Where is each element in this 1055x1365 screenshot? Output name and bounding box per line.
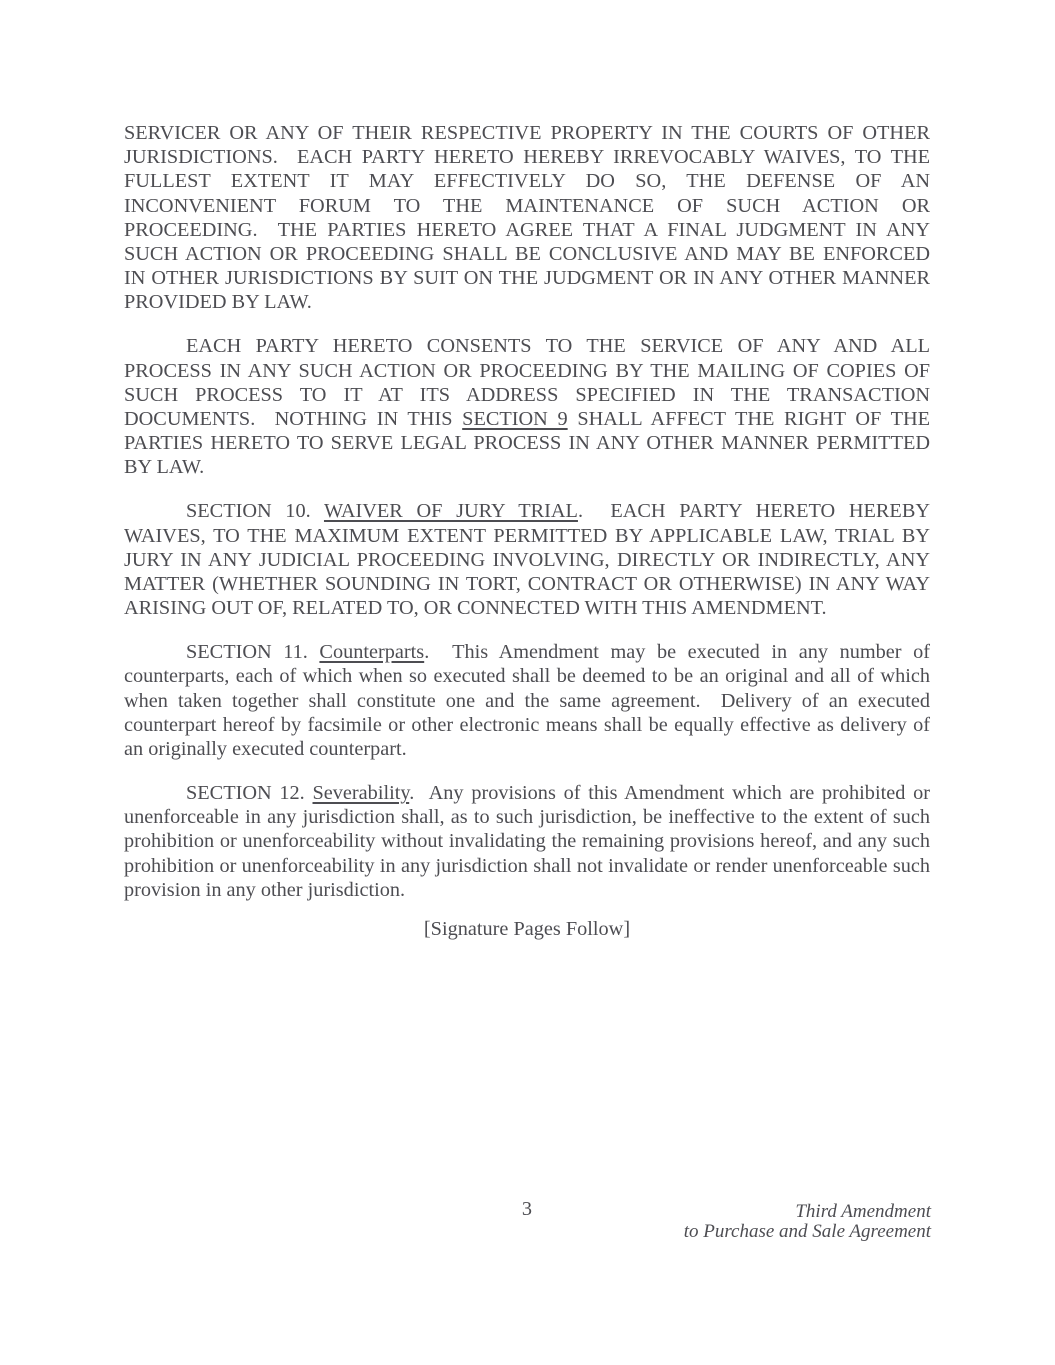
text-line xyxy=(124,383,930,407)
text-segment: . EACH PARTY HERETO HEREBY xyxy=(577,500,930,523)
text-segment: SECTION 10. xyxy=(186,500,324,523)
text-segment: DOCUMENTS. NOTHING IN THIS xyxy=(124,408,463,431)
text-line xyxy=(124,194,930,218)
text-line xyxy=(124,572,930,596)
text-line xyxy=(124,334,930,358)
text-line xyxy=(124,499,930,523)
footer-title-line-2: to Purchase and Sale Agreement xyxy=(683,1220,931,1242)
signature-pages-note: [Signature Pages Follow] xyxy=(423,918,631,941)
text-segment: JURY IN ANY JUDICIAL PROCEEDING INVOLVING, DIRECTLY OR INDIRECTLY, ANY xyxy=(124,548,930,571)
text-line xyxy=(124,359,930,383)
text-line xyxy=(124,854,930,878)
underlined-text: Counterparts xyxy=(319,641,425,664)
text-segment: SERVICER OR ANY OF THEIR RESPECTIVE PROPERTY IN THE COURTS OF OTHER xyxy=(124,122,930,144)
text-line xyxy=(124,145,930,169)
text-line xyxy=(124,218,930,242)
footer-document-title xyxy=(684,1202,931,1241)
text-segment: ARISING OUT OF, RELATED TO, OR CONNECTED WITH THIS AMENDMENT. xyxy=(124,597,827,620)
text-segment: provision in any other jurisdiction. xyxy=(124,878,406,901)
text-segment: PROCEEDING. THE PARTIES HERETO AGREE THAT A FINAL JUDGMENT IN ANY xyxy=(124,218,930,241)
text-segment: SUCH ACTION OR PROCEEDING SHALL BE CONCLUSIVE AND MAY BE ENFORCED xyxy=(124,243,930,266)
text-segment: BY LAW. xyxy=(124,456,205,479)
text-line xyxy=(124,121,930,145)
text-line xyxy=(124,640,930,664)
text-line xyxy=(124,878,930,902)
footer-title-line-1: Third Amendment xyxy=(795,1201,931,1222)
text-segment: SHALL AFFECT THE RIGHT OF THE xyxy=(567,408,930,431)
document-content xyxy=(124,121,930,941)
text-line xyxy=(124,689,930,713)
text-segment: PROVIDED BY LAW. xyxy=(124,291,312,314)
text-line xyxy=(124,266,930,290)
section-11-counterparts xyxy=(124,640,930,761)
section-10-waiver-of-jury-trial xyxy=(124,499,930,620)
page-number: 3 xyxy=(521,1198,533,1220)
section-12-severability xyxy=(124,781,930,902)
text-line xyxy=(124,169,930,193)
text-line xyxy=(124,737,930,761)
text-segment: when taken together shall constitute one and the same agreement. Delivery of an executed xyxy=(124,689,930,712)
text-segment: WAIVES, TO THE MAXIMUM EXTENT PERMITTED BY APPLICABLE LAW, TRIAL BY xyxy=(124,524,930,547)
text-segment: PROCESS IN ANY SUCH ACTION OR PROCEEDING BY THE MAILING OF COPIES OF xyxy=(124,359,930,382)
text-segment: MATTER (WHETHER SOUNDING IN TORT, CONTRACT OR OTHERWISE) IN ANY WAY xyxy=(124,573,930,596)
text-segment: an originally executed counterpart. xyxy=(124,738,407,761)
text-segment: JURISDICTIONS. EACH PARTY HERETO HEREBY IRREVOCABLY WAIVES, TO THE xyxy=(124,146,930,169)
text-segment: PARTIES HERETO TO SERVE LEGAL PROCESS IN ANY OTHER MANNER PERMITTED xyxy=(124,432,930,455)
text-segment: EACH PARTY HERETO CONSENTS TO THE SERVICE OF ANY AND ALL xyxy=(186,335,930,358)
text-line xyxy=(124,781,930,805)
text-line xyxy=(124,431,930,455)
text-line xyxy=(124,805,930,829)
text-segment: IN OTHER JURISDICTIONS BY SUIT ON THE JUDGMENT OR IN ANY OTHER MANNER xyxy=(124,267,930,290)
text-line xyxy=(124,455,930,479)
text-segment: FULLEST EXTENT IT MAY EFFECTIVELY DO SO, THE DEFENSE OF AN xyxy=(124,170,930,193)
text-segment: SECTION 12. xyxy=(186,782,313,805)
text-line xyxy=(124,290,930,314)
document-body xyxy=(124,121,930,902)
text-segment: prohibition or unenforceability in any jurisdiction shall not invalidate or render unenforceable such xyxy=(124,854,930,877)
text-line xyxy=(124,829,930,853)
text-line xyxy=(124,548,930,572)
text-line xyxy=(124,596,930,620)
service-of-process-paragraph xyxy=(124,334,930,479)
underlined-text: SECTION 9 xyxy=(462,408,568,431)
underlined-text: WAIVER OF JURY TRIAL xyxy=(323,500,578,523)
text-segment: . Any provisions of this Amendment which are prohibited or xyxy=(409,782,931,805)
text-segment: . This Amendment may be executed in any number of xyxy=(424,641,931,664)
forum-continuation-paragraph xyxy=(124,121,930,315)
text-segment: prohibition or unenforceability without invalidating the remaining provisions hereof, and any such xyxy=(124,830,930,853)
text-line xyxy=(124,242,930,266)
text-segment: counterparts, each of which when so executed shall be deemed to be an original and all of which xyxy=(124,665,930,688)
text-segment: INCONVENIENT FORUM TO THE MAINTENANCE OF SUCH ACTION OR xyxy=(124,194,930,217)
text-segment: unenforceable in any jurisdiction shall, as to such jurisdiction, be ineffective to the extent of such xyxy=(124,806,930,829)
text-line xyxy=(124,407,930,431)
text-line xyxy=(124,664,930,688)
text-segment: SECTION 11. xyxy=(186,641,320,664)
text-segment: counterpart hereof by facsimile or other electronic means shall be equally effective as delivery of xyxy=(124,713,930,736)
text-line xyxy=(124,524,930,548)
underlined-text: Severability xyxy=(312,782,410,805)
text-segment: SUCH PROCESS TO IT AT ITS ADDRESS SPECIFIED IN THE TRANSACTION xyxy=(124,383,930,406)
text-line xyxy=(124,713,930,737)
